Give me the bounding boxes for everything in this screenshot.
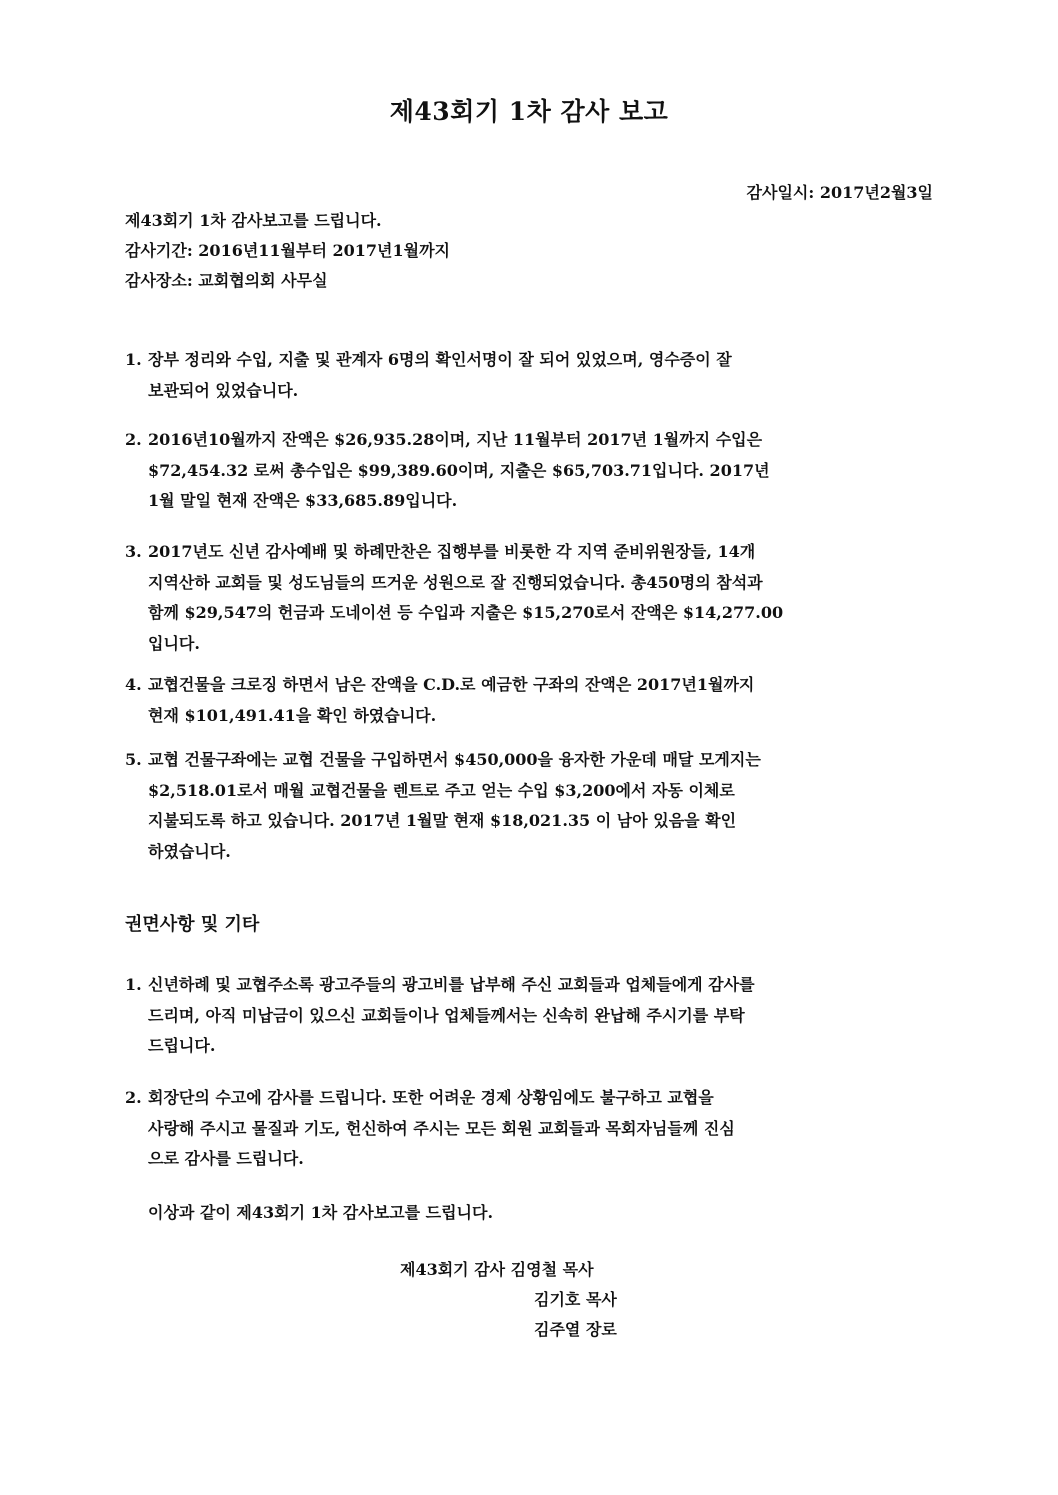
item-line: 입니다. (148, 633, 200, 653)
signature-line: 김기호 목사 (534, 1290, 617, 1309)
item-line: 함께 $29,547의 헌금과 도네이션 등 수입과 지출은 $15,270로서 잔액은 $14,277.00 (148, 603, 784, 622)
item-line: 드립니다. (148, 1036, 216, 1055)
item-number: 5. (125, 750, 142, 769)
item-line: 지역산하 교회들 및 성도님들의 뜨거운 성원으로 잘 진행되었습니다. 총450명의 참석과 (148, 572, 763, 592)
item-number: 2. (125, 1088, 142, 1107)
item-line: 하였습니다. (148, 841, 231, 861)
audit-place: 감사장소: 교회협의회 사무실 (125, 271, 328, 290)
item-number: 2. (125, 430, 142, 449)
item-line: 사랑해 주시고 물질과 기도, 헌신하여 주시는 모든 회원 교회들과 목회자님들께 진심 (148, 1118, 735, 1138)
item-number: 1. (125, 975, 142, 994)
recommendation-item-2 (125, 1083, 925, 1175)
recommendations-heading: 권면사항 및 기타 (125, 914, 260, 935)
recommendation-item-1 (125, 970, 925, 1062)
intro-line: 제43회기 1차 감사보고를 드립니다. (125, 211, 382, 230)
item-text (148, 970, 925, 1062)
signature-line: 김주열 장로 (534, 1320, 617, 1339)
audit-date: 감사일시: 2017년2월3일 (746, 183, 933, 202)
item-line: 으로 감사를 드립니다. (148, 1149, 304, 1168)
item-number: 1. (125, 350, 142, 369)
report-item-4 (125, 670, 925, 731)
report-item-3 (125, 537, 925, 659)
item-line: 드리며, 아직 미납금이 있으신 교회들이나 업체들께서는 신속히 완납해 주시기를 부탁 (148, 1005, 745, 1025)
item-line: $72,454.32 로써 총수입은 $99,389.60이며, 지출은 $65,703.71입니다. 2017년 (148, 460, 770, 480)
item-line: 교협 건물구좌에는 교협 건물을 구입하면서 $450,000을 융자한 가운데 매달 모게지는 (148, 750, 761, 769)
item-line: 장부 정리와 수입, 지출 및 관계자 6명의 확인서명이 잘 되어 있었으며, 영수증이 잘 (148, 350, 732, 369)
item-line: 2017년도 신년 감사예배 및 하례만찬은 집행부를 비롯한 각 지역 준비위원장들, 14개 (148, 542, 756, 561)
report-item-5 (125, 745, 925, 867)
item-text (148, 670, 925, 731)
item-text (148, 745, 925, 867)
item-text (148, 537, 925, 659)
item-number: 4. (125, 675, 142, 694)
item-line: 2016년10월까지 잔액은 $26,935.28이며, 지난 11월부터 2017년 1월까지 수입은 (148, 430, 763, 449)
signature-block (400, 1255, 617, 1345)
item-line: 회장단의 수고에 감사를 드립니다. 또한 어려운 경제 상황임에도 불구하고 교협을 (148, 1088, 714, 1107)
signature-line: 제43회기 감사 김영철 목사 (400, 1260, 594, 1279)
report-item-1 (125, 345, 925, 406)
report-item-2 (125, 425, 925, 517)
document-title: 제43회기 1차 감사 보고 (389, 97, 669, 126)
item-line: 1월 말일 현재 잔액은 $33,685.89입니다. (148, 491, 458, 510)
item-text (148, 345, 925, 406)
closing-statement: 이상과 같이 제43회기 1차 감사보고를 드립니다. (148, 1203, 494, 1222)
report-header (125, 206, 450, 296)
item-line: 신년하례 및 교협주소록 광고주들의 광고비를 납부해 주신 교회들과 업체들에게 감사를 (148, 975, 755, 994)
item-line: 지불되도록 하고 있습니다. 2017년 1월말 현재 $18,021.35 이 남아 있음을 확인 (148, 811, 737, 830)
item-line: 보관되어 있었습니다. (148, 380, 299, 400)
item-number: 3. (125, 542, 142, 561)
item-line: 교협건물을 크로징 하면서 남은 잔액을 C.D.로 예금한 구좌의 잔액은 2017년1월까지 (148, 675, 755, 694)
item-line: 현재 $101,491.41을 확인 하였습니다. (148, 705, 437, 725)
item-text (148, 1083, 925, 1175)
audit-period: 감사기간: 2016년11월부터 2017년1월까지 (125, 241, 450, 260)
item-line: $2,518.01로서 매월 교협건물을 렌트로 주고 얻는 수입 $3,200에서 자동 이체로 (148, 780, 735, 800)
item-text (148, 425, 925, 517)
